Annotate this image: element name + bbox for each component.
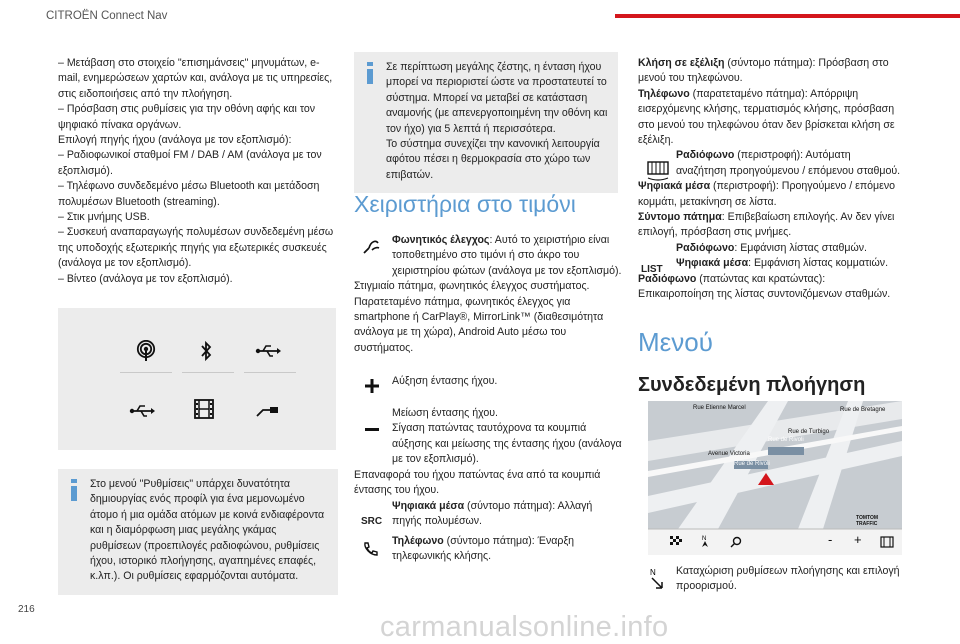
src-label: SRC	[361, 516, 383, 527]
radio-title: Ραδιόφωνο	[676, 149, 735, 162]
src-text: (σύντομο πάτημα): Αλλαγή πηγής πολυμέσων.	[392, 500, 593, 528]
src-block	[392, 499, 622, 530]
map-label: Rue de Bretagne	[840, 407, 886, 413]
manual-title: CITROËN Connect Nav	[46, 10, 168, 22]
paragraph: Επιλογή πηγής ήχου (ανάλογα με τον εξοπλισμό):	[58, 134, 292, 147]
column-3	[638, 56, 904, 303]
short-press-title: Σύντομο πάτημα	[638, 211, 722, 224]
phone-text: (σύντομο πάτημα): Έναρξη τηλεφωνικής κλήσης.	[392, 535, 575, 563]
page-header	[0, 0, 960, 34]
radio-icon	[128, 336, 164, 366]
page-number: 216	[18, 604, 35, 615]
section-title-connected-nav: Συνδεδεμένη πλοήγηση	[638, 374, 866, 396]
minus-block	[354, 406, 622, 498]
map-settings-icon[interactable]	[880, 535, 894, 553]
paragraph: – Πρόσβαση στις ρυθμίσεις για την οθόνη αφής και τον ψηφιακό πίνακα οργάνων.	[58, 103, 316, 131]
paragraph: – Βίντεο (ανάλογα με τον εξοπλισμό).	[58, 272, 233, 285]
section-title-steering-controls: Χειριστήρια στο τιμόνι	[354, 191, 576, 217]
tomtom-logo: TOMTOM TRAFFIC	[856, 515, 879, 527]
navigation-screen-image	[648, 401, 902, 555]
list-radio-text: : Εμφάνιση λίστας σταθμών.	[734, 241, 867, 254]
info-text: Σε περίπτωση μεγάλης ζέστης, η ένταση ήχου μπορεί να περιοριστεί ώστε να προστατευτεί το σύστημα. Μπορεί να μεταβεί σε κατάσταση αναμονής (με απενεργοποιημένη την οθόνη και τον ήχο) για 5 λεπτά ή περισσότερα. Το σύστημα συνεχίζει την κανονική λειτουργία αφότου πέσει η θερμοκρασία στο χώρο των επιβατών.	[386, 61, 608, 181]
plus-icon	[364, 378, 380, 399]
svg-text:N: N	[650, 568, 656, 577]
destination-flag-icon[interactable]	[670, 535, 682, 553]
divider	[120, 372, 172, 373]
info-box-profiles	[58, 469, 338, 595]
zoom-in-button[interactable]: +	[854, 532, 862, 547]
navigation-settings-icon	[648, 566, 666, 595]
info-text: Στο μενού "Ρυθμίσεις" υπάρχει δυνατότητα δημιουργίας ενός προφίλ για ένα μεμονωμένο άτομο ή μια ομάδα ατόμων με κοινά ενδιαφέροντα και η διαμόρφωση μιας μεγάλης γκάμας ρυθμίσεων (προεπιλογές ραδιοφώνου, ρυθμίσεις ήχου, ιστορικό πλοήγησης, αγαπημένες επαφές, κ.λπ.). Οι ρυθμίσεις εφαρμόζονται αυτόματα.	[90, 478, 325, 583]
paragraph: – Ραδιοφωνικοί σταθμοί FM / DAB / AM (ανάλογα με τον εξοπλισμό).	[58, 149, 322, 177]
paragraph: Στιγμιαίο πάτημα, φωνητικός έλεγχος συστήματος.	[354, 280, 590, 293]
media-title: Ψηφιακά μέσα	[638, 180, 711, 193]
call-text: (σύντομο πάτημα): Πρόσβαση στο μενού του τηλεφώνου.	[638, 57, 889, 85]
thumbwheel-icon	[646, 160, 670, 187]
map-label: Rue de Rivoli	[734, 461, 770, 467]
map-label: Rue Etienne Marcel	[693, 405, 746, 411]
voice-control-block	[354, 233, 622, 356]
phone-long-text: (παρατεταμένο πάτημα): Απόρριψη εισερχόμενης κλήσης, τερματισμός κλήσης, πρόσβαση στο μενού του τηλεφώνου όταν δεν βρίσκεται κλήση σε εξέλιξη.	[638, 87, 895, 147]
phone-title: Τηλέφωνο	[392, 535, 444, 547]
column-1	[58, 56, 338, 287]
map-label: Avenue Victoria	[708, 451, 750, 457]
phone-long-title: Τηλέφωνο	[638, 87, 690, 100]
info-box-heat	[354, 52, 618, 193]
zoom-out-button[interactable]: -	[828, 532, 833, 547]
divider	[244, 372, 296, 373]
map-label: Rue de Turbigo	[788, 429, 830, 435]
minus-text: Μείωση έντασης ήχου.	[392, 407, 498, 419]
usb-icon	[124, 396, 160, 426]
paragraph: – Μετάβαση στο στοιχείο "επισημάνσεις" μηνυμάτων, e-mail, ενημερώσεων χαρτών και, ανάλογα με τις υπηρεσίες, στις ειδοποιήσεις από την πλοήγηση.	[58, 57, 333, 100]
audio-sources-illustration	[58, 308, 336, 450]
svg-text:N: N	[702, 536, 707, 542]
section-title-menu: Μενού	[638, 327, 713, 357]
nav-caption: Καταχώριση ρυθμίσεων πλοήγησης και επιλογή προορισμού.	[676, 565, 900, 593]
watermark: carmanualsonline.info	[380, 611, 669, 643]
src-title: Ψηφιακά μέσα	[392, 500, 465, 512]
list-label: LIST	[641, 264, 663, 275]
list-radio-title: Ραδιόφωνο	[676, 241, 735, 254]
map-label: Rue de Rivoli	[768, 437, 804, 443]
media-text: (περιστροφή): Προηγούμενο / επόμενο κομμάτι, μετακίνηση σε λίστα.	[638, 180, 896, 208]
radio-press-title: Ραδιόφωνο	[638, 272, 697, 285]
bluetooth-icon	[188, 336, 224, 366]
paragraph: Επαναφορά του ήχου πατώντας ένα από τα κουμπιά έντασης του ήχου.	[354, 468, 601, 497]
divider	[182, 372, 234, 373]
compass-icon[interactable]	[700, 534, 710, 553]
info-icon	[70, 479, 78, 506]
paragraph: – Στικ μνήμης USB.	[58, 211, 150, 224]
voice-text: : Αυτό το χειριστήριο είναι τοποθετημένο στο τιμόνι ή στο άκρο του χειριστηρίου φώτων (ανάλογα με τον εξοπλισμό).	[392, 234, 622, 277]
header-accent-bar	[615, 14, 960, 18]
search-icon[interactable]	[730, 535, 742, 553]
list-media-text: : Εμφάνιση λίστας κομματιών.	[748, 257, 889, 270]
call-title: Κλήση σε εξέλιξη	[638, 57, 725, 69]
voice-title: Φωνητικός έλεγχος	[392, 234, 490, 246]
aux-cable-icon	[250, 396, 286, 426]
phone-block	[392, 534, 622, 565]
voice-control-icon	[360, 235, 382, 262]
paragraph: Παρατεταμένο πάτημα, φωνητικός έλεγχος για smartphone ή CarPlay®, MirrorLink™ (διαθεσιμότητα ανάλογα με τη χώρα), Android Auto μέσω του συστήματος.	[354, 295, 604, 354]
short-press-text: : Επιβεβαίωση επιλογής. Αν δεν γίνει επιλογή, πρόσβαση στις μνήμες.	[638, 211, 895, 239]
radio-text: (περιστροφή): Αυτόματη αναζήτηση προηγούμενου / επόμενου σταθμού.	[676, 149, 901, 177]
phone-icon	[362, 540, 380, 563]
paragraph: – Συσκευή αναπαραγωγής πολυμέσων συνδεδεμένη μέσω της υποδοχής εξωτερικής πηγής για εξωτερικές συσκευές (ανάλογα με τον εξοπλισμό).	[58, 226, 334, 270]
info-icon	[366, 62, 374, 89]
list-media-title: Ψηφιακά μέσα	[676, 257, 749, 270]
plus-text: Αύξηση έντασης ήχου.	[392, 375, 498, 387]
usb-icon	[250, 336, 286, 366]
paragraph: – Τηλέφωνο συνδεδεμένο μέσω Bluetooth και μετάδοση πολυμέσων Bluetooth (streaming).	[58, 180, 320, 208]
paragraph: Σίγαση πατώντας ταυτόχρονα τα κουμπιά αύξησης και μείωσης της έντασης ήχου (ανάλογα με τον εξοπλισμό).	[392, 422, 622, 466]
radio-press-text: (πατώντας και κρατώντας): Επικαιροποίηση της λίστας συντονιζόμενων σταθμών.	[638, 272, 891, 301]
video-icon	[186, 394, 222, 424]
